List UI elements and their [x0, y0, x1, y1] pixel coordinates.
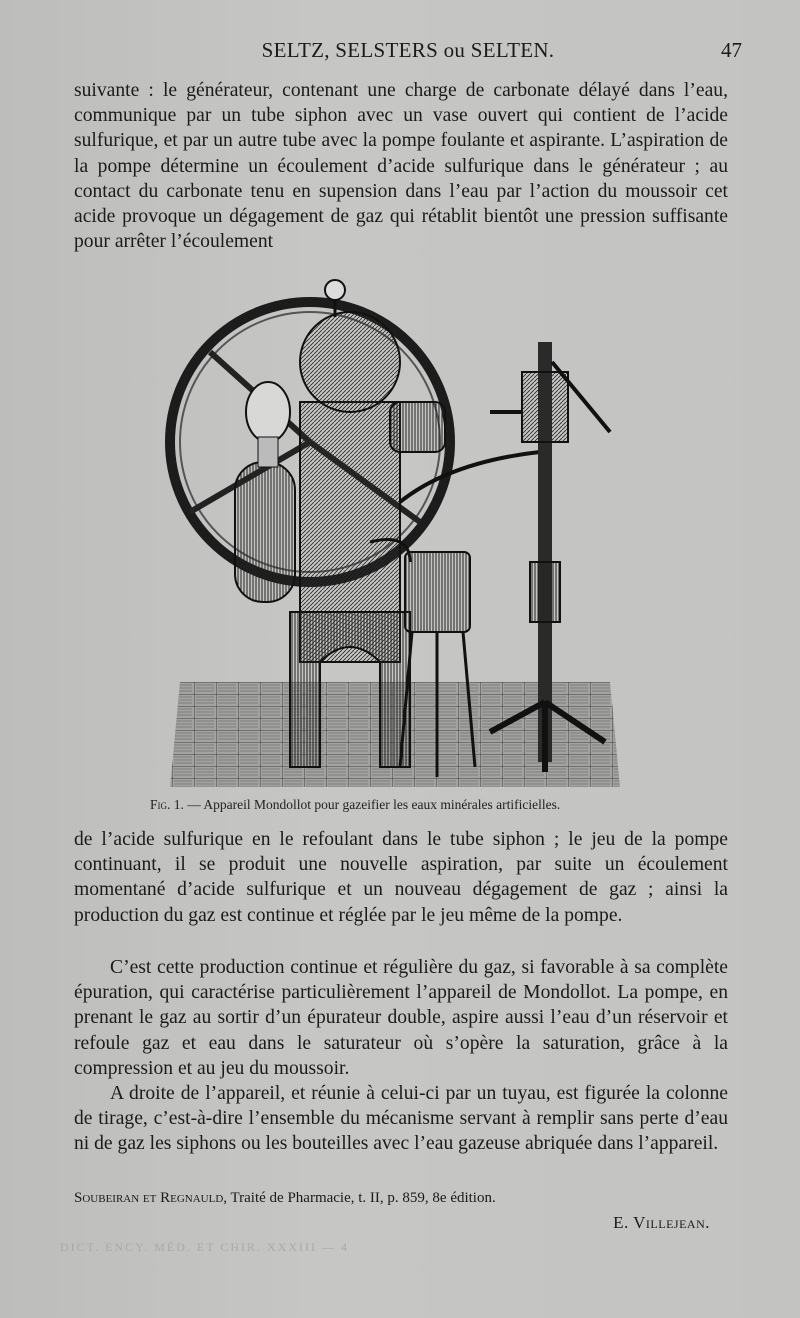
generator-tank [235, 462, 295, 602]
reference-text: , Traité de Pharmacie, t. II, p. 859, 8e édition. [223, 1190, 496, 1206]
text-block-middle [74, 827, 728, 928]
paragraph: C’est cette production continue et régulière du gaz, si favorable à sa complète épuration, qui caractérise particulièrement l’appareil de Mondollot. La pompe, en prenant le gaz au sortir d’un épurateur double, aspire aussi l’eau d’un réservoir et refoule gaz et eau dans le saturateur où s’opère la saturation, grâce à la compression et au jeu du moussoir. [74, 957, 728, 1079]
figure-label: Fig. 1. [150, 797, 184, 812]
paragraph: de l’acide sulfurique en le refoulant dans le tube siphon ; le jeu de la pompe continuant, il se produit une nouvelle aspiration, par suite un écoulement momentané d’acide sulfurique et un nouveau dégagement de gaz ; ainsi la production du gaz est continue et réglée par le jeu même de la pompe. [74, 829, 728, 926]
reference-authors: Soubeiran et Regnauld [74, 1190, 224, 1206]
bleed-through-footer: DICT. ENCY. MÉD. ET CHIR. XXXIII — 4 [60, 1240, 349, 1254]
glass-vessel [246, 382, 290, 442]
author-signature: E. Villejean. [613, 1213, 710, 1232]
paragraph: suivante : le générateur, contenant une charge de carbonate délayé dans l’eau, communique par un tube siphon avec un vase ouvert qui contient de l’acide sulfurique, et par un autre tube avec la pompe foulante et aspirante. L’aspiration de la pompe détermine un écoulement d’acide sulfurique dans le générateur ; au contact du carbonate tenu en supension dans l’eau par l’action du moussoir cet acide provoque un dégagement de gaz qui rétablit bientôt une pression suffisante pour arrêter l’écoulement [74, 80, 728, 253]
figure-caption [150, 797, 670, 813]
apparatus-engraving [150, 262, 630, 792]
bibliographic-reference [74, 1190, 496, 1207]
text-block-bottom [74, 955, 728, 1157]
running-title: SELTZ, SELSTERS ou SELTEN. [261, 38, 555, 62]
acid-vessel [405, 552, 470, 632]
paragraph: A droite de l’appareil, et réunie à celui-ci par un tuyau, est figurée la colonne de tirage, c’est-à-dire l’ensemble du mécanisme servant à remplir sans perte d’eau ni de gaz les siphons ou les bouteilles avec l’eau gazeuse abriquée dans l’appareil. [74, 1083, 728, 1155]
figure-caption-text: — Appareil Mondollot pour gazeifier les eaux minérales artificielles. [187, 797, 561, 812]
page-number: 47 [721, 38, 742, 62]
running-head [74, 38, 742, 66]
text-block-top [74, 78, 728, 254]
saturator-sphere [300, 312, 400, 412]
